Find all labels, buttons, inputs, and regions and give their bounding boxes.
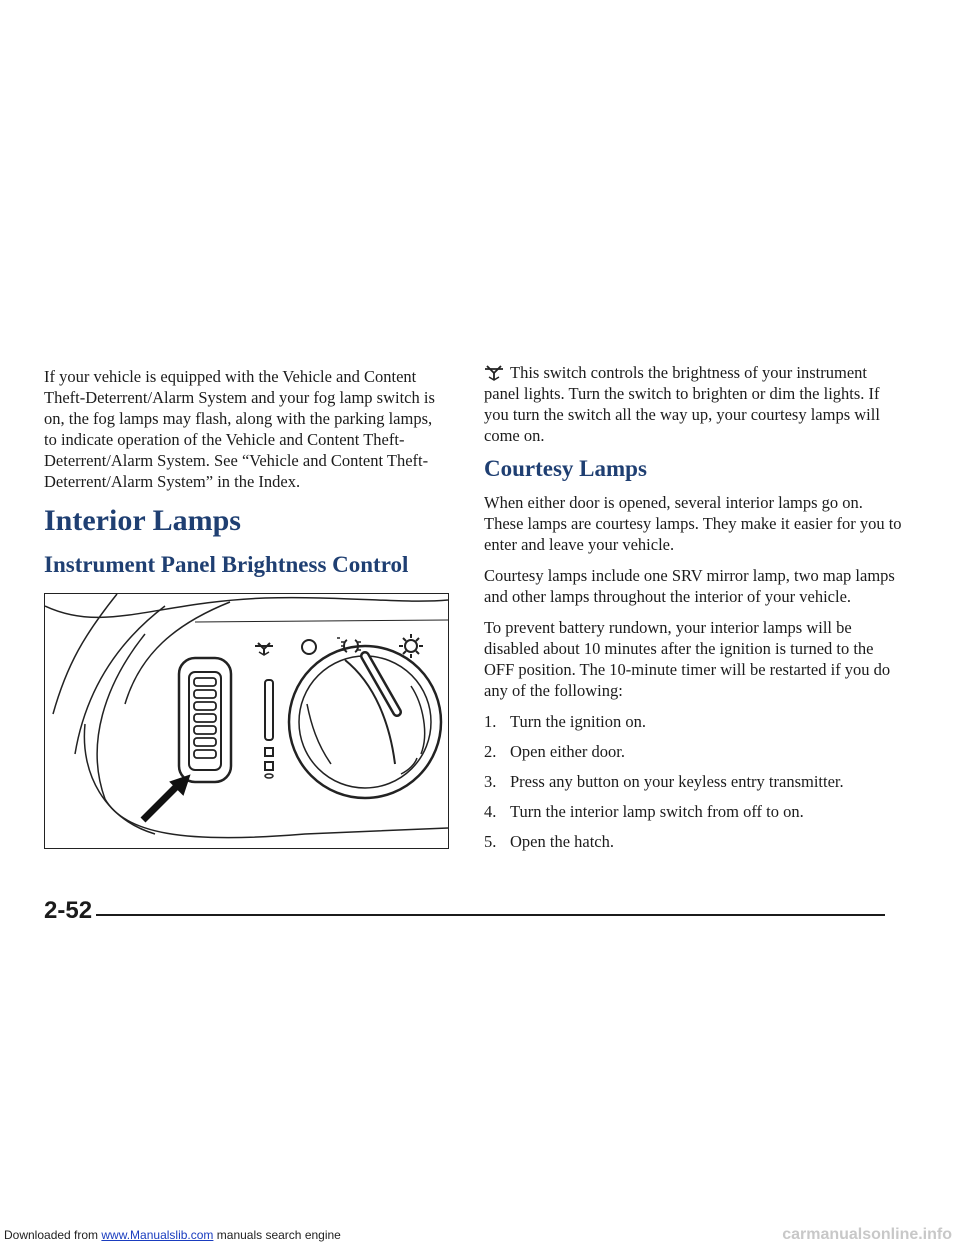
left-column: [44, 366, 444, 592]
courtesy-paragraph-2: Courtesy lamps include one SRV mirror lamp, two map lamps and other lamps throughout the interior of your vehicle.: [484, 566, 895, 606]
brightness-control-heading: Instrument Panel Brightness Control: [44, 552, 409, 577]
headlamp-icon: [399, 634, 423, 658]
right-column: [484, 362, 904, 861]
page-number: 2-52: [44, 897, 93, 924]
panel-light-icon: [255, 643, 273, 655]
intro-paragraph: If your vehicle is equipped with the Vehicle and Content Theft-Deterrent/Alarm System and your fog lamp switch is on, the fog lamps may flash, along with the parking lamps, to indicate operation of the Vehicle and Content Theft-Deterrent/Alarm System. See “Vehicle and Content Theft-Deterrent/Alarm System” in the Index.: [44, 367, 435, 491]
footer-divider: [96, 914, 885, 916]
brightness-text: This switch controls the brightness of your instrument panel lights. Turn the switch to brighten or dim the lights. If you turn the switch all the way up, your courtesy lamps will come on.: [484, 363, 880, 445]
restart-steps-list: [484, 711, 904, 852]
list-item: 3. Press any button on your keyless entry transmitter.: [484, 772, 844, 791]
manualslib-link[interactable]: www.Manualslib.com: [101, 1228, 214, 1242]
headlamp-knob: [289, 646, 441, 798]
download-suffix: manuals search engine: [213, 1228, 341, 1242]
courtesy-paragraph-1: When either door is opened, several interior lamps go on. These lamps are courtesy lamps. They make it easier for you to enter and leave your vehicle.: [484, 493, 902, 554]
courtesy-paragraph-3: To prevent battery rundown, your interior lamps will be disabled about 10 minutes after the ignition is turned to the OFF position. The 10-minute timer will be restarted if you do any of the following:: [484, 618, 891, 700]
list-item: 1. Turn the ignition on.: [484, 712, 646, 731]
brightness-control-illustration: [44, 593, 449, 849]
interior-lamps-heading: Interior Lamps: [44, 504, 241, 537]
list-item: 5. Open the hatch.: [484, 832, 615, 851]
panel-light-icon: [484, 365, 504, 381]
download-prefix: Downloaded from: [4, 1228, 102, 1242]
courtesy-lamps-heading: Courtesy Lamps: [484, 456, 647, 481]
watermark: carmanualsonline.info: [782, 1226, 952, 1243]
brightness-paragraph: [484, 362, 904, 446]
thumbwheel: [179, 658, 231, 782]
list-item: 2. Open either door.: [484, 742, 626, 761]
off-icon: [302, 640, 316, 654]
list-item: 4. Turn the interior lamp switch from off to on.: [484, 802, 804, 821]
